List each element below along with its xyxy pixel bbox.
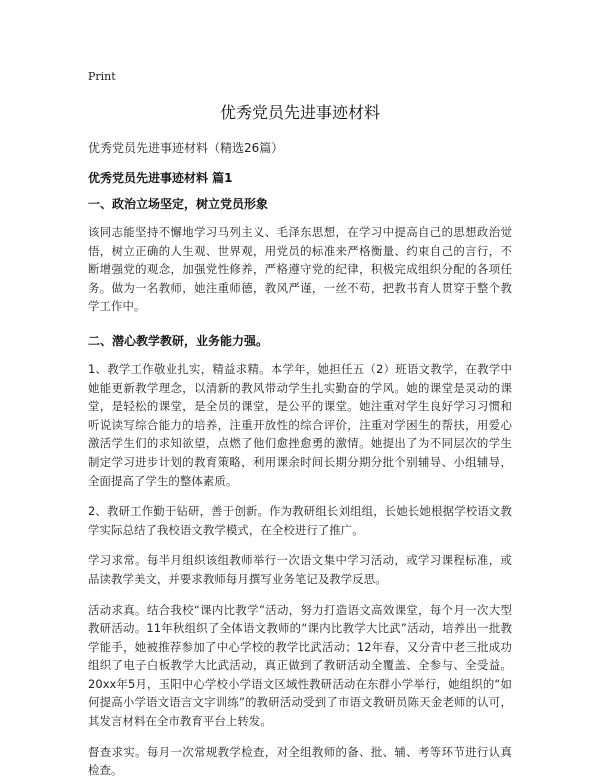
paragraph-activities: 活动求真。结合我校“课内比教学”活动，努力打造语文高效课堂，每个月一次大型教研活动。11年秋组织了全体语文教师的“课内比教学大比武”活动，培养出一批教学能手，她被推荐参加了中心学校的教学比武活动；12年春，又分青中老三批成功组织了电子白板教学大比武活动，真正做到了教研活动全覆盖、全参与、全受益。20xx年5月，玉阳中心学校小学语文区域性教研活动在东群小学举行，她组织的“如何提高小学语文语言文字训练”的教研活动受到了市语文教研员陈天金老师的认可，其发言材料在全市教育平台上转发。 [88, 602, 512, 729]
paragraph-inspection: 督查求实。每月一次常规教学检查，对全组教师的备、批、辅、考等环节进行认真检查。 [88, 744, 512, 778]
print-link[interactable]: Print [88, 70, 116, 83]
section-title: 优秀党员先进事迹材料 篇1 [88, 171, 233, 185]
heading-political-stance: 一、政治立场坚定，树立党员形象 [88, 197, 269, 211]
document-title: 优秀党员先进事迹材料 [219, 103, 380, 122]
paragraph-study-routine: 学习求常。每半月组织该组教师举行一次语文集中学习活动，或学习课程标准，或品读教学美文，并要求教师每月撰写业务笔记及教学反思。 [88, 553, 512, 586]
heading-teaching-research: 二、潜心教学教研，业务能力强。 [88, 333, 269, 348]
paragraph-teaching-work: 1、教学工作敬业扎实，精益求精。本学年，她担任五（2）班语文教学，在教学中她能更新教学理念，以清新的教风带动学生扎实勤奋的学风。她的课堂是灵动的课堂，是轻松的课堂，是全员的课堂，是公平的课堂。她注重对学生良好学习习惯和听说读写综合能力的培养，注重开放性的综合评价，注重对学困生的帮扶，用爱心激活学生们的求知欲望，点燃了他们愈挫愈勇的激情。她提出了为不同层次的学生制定学习进步计划的教育策略，利用课余时间长期分期分批个别辅导、小组辅导，全面提高了学生的整体素质。 [88, 361, 512, 488]
paragraph-research-work: 2、教研工作勤于钻研，善于创新。作为教研组长刘组组，长她长她根据学校语文教学实际总结了我校语文教学模式，在全校进行了推广。 [88, 504, 512, 537]
paragraph-political-stance: 该同志能坚持不懈地学习马列主义、毛泽东思想，在学习中提高自己的思想政治觉悟，树立正确的人生观、世界观，用党员的标准来严格衡量、约束自己的言行，不断增强党的观念，加强党性修养，严格遵守党的纪律，积极完成组织分配的各项任务。做为一名教师，她注重师德，教风严谨，一丝不苟，把教书育人贯穿于整个教学工作中。 [88, 225, 512, 314]
document-subtitle: 优秀党员先进事迹材料（精选26篇） [88, 141, 284, 155]
